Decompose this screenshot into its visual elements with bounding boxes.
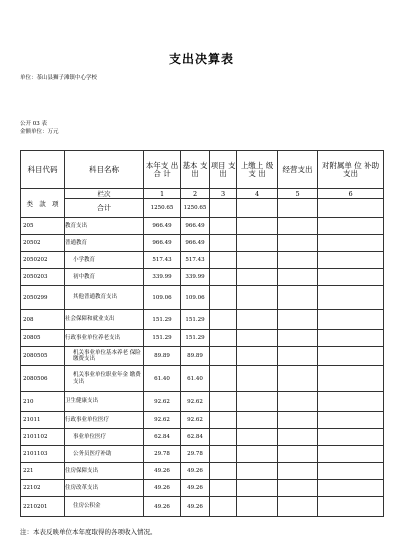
row-code: 22102 [21, 480, 65, 497]
empty-cell [210, 199, 237, 218]
header-col-num: 2 [181, 189, 210, 199]
row-upper [237, 392, 278, 412]
row-project [210, 310, 237, 330]
header-upper: 上缴上 级 支 出 [237, 151, 278, 189]
row-project [210, 252, 237, 269]
row-total: 61.40 [144, 366, 181, 392]
row-operation [278, 412, 318, 429]
row-project [210, 269, 237, 286]
table-row [21, 412, 384, 429]
row-subsidy [318, 480, 384, 497]
row-operation [278, 310, 318, 330]
row-name: 公务员医疗补助 [65, 446, 144, 463]
row-upper [237, 235, 278, 252]
row-code: 21011 [21, 412, 65, 429]
row-code: 2080506 [21, 366, 65, 392]
row-name: 普通教育 [65, 235, 144, 252]
unit-label: 单位：茶山县狮子滩镇中心学校 [20, 75, 98, 81]
row-operation [278, 252, 318, 269]
row-basic: 966.49 [181, 218, 210, 235]
header-col-num: 4 [237, 189, 278, 199]
row-total: 49.26 [144, 463, 181, 480]
row-project [210, 497, 237, 517]
row-subsidy [318, 429, 384, 446]
sum-label: 合计 [65, 199, 144, 218]
row-basic: 109.06 [181, 286, 210, 310]
row-name: 住房保障支出 [65, 463, 144, 480]
page-title: 支出决算表 [168, 52, 234, 66]
row-operation [278, 480, 318, 497]
table-row [21, 252, 384, 269]
empty-cell [318, 199, 384, 218]
row-total: 966.49 [144, 218, 181, 235]
row-subsidy [318, 412, 384, 429]
row-basic: 49.26 [181, 497, 210, 517]
header-operation: 经营支出 [278, 151, 318, 189]
header-lei: 类 [26, 199, 34, 208]
row-upper [237, 480, 278, 497]
row-code: 208 [21, 310, 65, 330]
row-subsidy [318, 392, 384, 412]
row-total: 49.26 [144, 497, 181, 517]
header-col-num: 5 [278, 189, 318, 199]
row-total: 92.62 [144, 412, 181, 429]
row-total: 62.84 [144, 429, 181, 446]
table-row [21, 310, 384, 330]
row-name: 卫生健康支出 [65, 392, 144, 412]
header-levels [21, 189, 65, 218]
row-upper [237, 497, 278, 517]
table-row [21, 429, 384, 446]
expenditure-table [20, 150, 384, 517]
row-code: 205 [21, 218, 65, 235]
header-col-num: 6 [318, 189, 384, 199]
row-total: 109.06 [144, 286, 181, 310]
row-total: 89.89 [144, 347, 181, 366]
row-operation [278, 497, 318, 517]
row-total: 151.29 [144, 330, 181, 347]
table-row [21, 347, 384, 366]
row-upper [237, 330, 278, 347]
table-row [21, 269, 384, 286]
row-subsidy [318, 497, 384, 517]
header-project: 项目 支 出 [210, 151, 237, 189]
row-operation [278, 429, 318, 446]
row-upper [237, 269, 278, 286]
row-code: 2080505 [21, 347, 65, 366]
row-upper [237, 446, 278, 463]
row-upper [237, 429, 278, 446]
row-total: 151.29 [144, 310, 181, 330]
row-basic: 151.29 [181, 330, 210, 347]
row-project [210, 347, 237, 366]
header-total: 本年支 出 合 计 [144, 151, 181, 189]
row-operation [278, 392, 318, 412]
row-operation [278, 463, 318, 480]
table-row [21, 392, 384, 412]
row-upper [237, 463, 278, 480]
row-code: 20805 [21, 330, 65, 347]
row-total: 339.99 [144, 269, 181, 286]
row-total: 92.62 [144, 392, 181, 412]
row-name: 机关事业单位基本养老 保险缴费支出 [65, 347, 144, 366]
row-upper [237, 252, 278, 269]
row-upper [237, 310, 278, 330]
row-basic: 92.62 [181, 412, 210, 429]
sum-total: 1250.65 [144, 199, 181, 218]
table-row [21, 286, 384, 310]
row-upper [237, 347, 278, 366]
row-operation [278, 218, 318, 235]
row-name: 行政事业单位医疗 [65, 412, 144, 429]
row-operation [278, 286, 318, 310]
row-code: 2050203 [21, 269, 65, 286]
row-basic: 339.99 [181, 269, 210, 286]
row-basic: 61.40 [181, 366, 210, 392]
row-subsidy [318, 269, 384, 286]
row-total: 49.26 [144, 480, 181, 497]
row-code: 2101103 [21, 446, 65, 463]
row-name: 初中教育 [65, 269, 144, 286]
row-subsidy [318, 252, 384, 269]
row-subsidy [318, 366, 384, 392]
row-basic: 49.26 [181, 480, 210, 497]
table-row [21, 366, 384, 392]
row-basic: 966.49 [181, 235, 210, 252]
row-name: 小学教育 [65, 252, 144, 269]
row-project [210, 429, 237, 446]
footnote: 注：本表反映单位本年度取得的各项收入情况。 [20, 528, 157, 536]
table-row [21, 330, 384, 347]
row-code: 2050299 [21, 286, 65, 310]
header-col-num: 3 [210, 189, 237, 199]
row-basic: 29.78 [181, 446, 210, 463]
row-operation [278, 347, 318, 366]
table-row [21, 446, 384, 463]
row-name: 住房公积金 [65, 497, 144, 517]
row-project [210, 480, 237, 497]
row-name: 行政事业单位养老支出 [65, 330, 144, 347]
row-name: 事业单位医疗 [65, 429, 144, 446]
empty-cell [278, 199, 318, 218]
header-col-num: 1 [144, 189, 181, 199]
row-operation [278, 330, 318, 347]
empty-cell [237, 199, 278, 218]
row-subsidy [318, 218, 384, 235]
row-name: 机关事业单位职业年金 缴费支出 [65, 366, 144, 392]
row-upper [237, 286, 278, 310]
row-upper [237, 366, 278, 392]
header-xiang: 项 [51, 199, 59, 208]
row-code: 2050202 [21, 252, 65, 269]
row-subsidy [318, 286, 384, 310]
row-code: 210 [21, 392, 65, 412]
row-operation [278, 366, 318, 392]
table-row [21, 497, 384, 517]
row-basic: 49.26 [181, 463, 210, 480]
row-project [210, 235, 237, 252]
row-basic: 62.84 [181, 429, 210, 446]
row-project [210, 286, 237, 310]
row-name: 其他普通教育支出 [65, 286, 144, 310]
row-operation [278, 446, 318, 463]
row-project [210, 463, 237, 480]
row-name: 社会保障和就业支出 [65, 310, 144, 330]
row-subsidy [318, 330, 384, 347]
header-code: 科目代码 [21, 151, 65, 189]
row-project [210, 218, 237, 235]
row-code: 2210201 [21, 497, 65, 517]
row-total: 966.49 [144, 235, 181, 252]
row-upper [237, 218, 278, 235]
row-code: 221 [21, 463, 65, 480]
row-project [210, 330, 237, 347]
row-subsidy [318, 463, 384, 480]
row-code: 2101102 [21, 429, 65, 446]
row-name: 住房改革支出 [65, 480, 144, 497]
money-unit-label: 金额单位：万元 [20, 129, 59, 135]
header-basic: 基本 支 出 [181, 151, 210, 189]
row-project [210, 366, 237, 392]
sum-basic: 1250.65 [181, 199, 210, 218]
row-total: 517.43 [144, 252, 181, 269]
header-subsidy: 对附属单 位 补助 支出 [318, 151, 384, 189]
table-row [21, 235, 384, 252]
row-operation [278, 269, 318, 286]
row-project [210, 446, 237, 463]
row-subsidy [318, 235, 384, 252]
row-basic: 92.62 [181, 392, 210, 412]
row-name: 教育支出 [65, 218, 144, 235]
row-code: 20502 [21, 235, 65, 252]
header-kuan: 款 [39, 199, 46, 208]
row-project [210, 392, 237, 412]
row-operation [278, 235, 318, 252]
row-subsidy [318, 347, 384, 366]
table-row [21, 480, 384, 497]
row-subsidy [318, 310, 384, 330]
table-row [21, 463, 384, 480]
row-basic: 517.43 [181, 252, 210, 269]
row-basic: 151.29 [181, 310, 210, 330]
row-project [210, 412, 237, 429]
header-col-label: 栏次 [65, 189, 144, 199]
table-row [21, 218, 384, 235]
row-basic: 89.89 [181, 347, 210, 366]
row-upper [237, 412, 278, 429]
form-code: 公开 03 表 [20, 121, 47, 127]
header-name: 科目名称 [65, 151, 144, 189]
row-subsidy [318, 446, 384, 463]
row-total: 29.78 [144, 446, 181, 463]
